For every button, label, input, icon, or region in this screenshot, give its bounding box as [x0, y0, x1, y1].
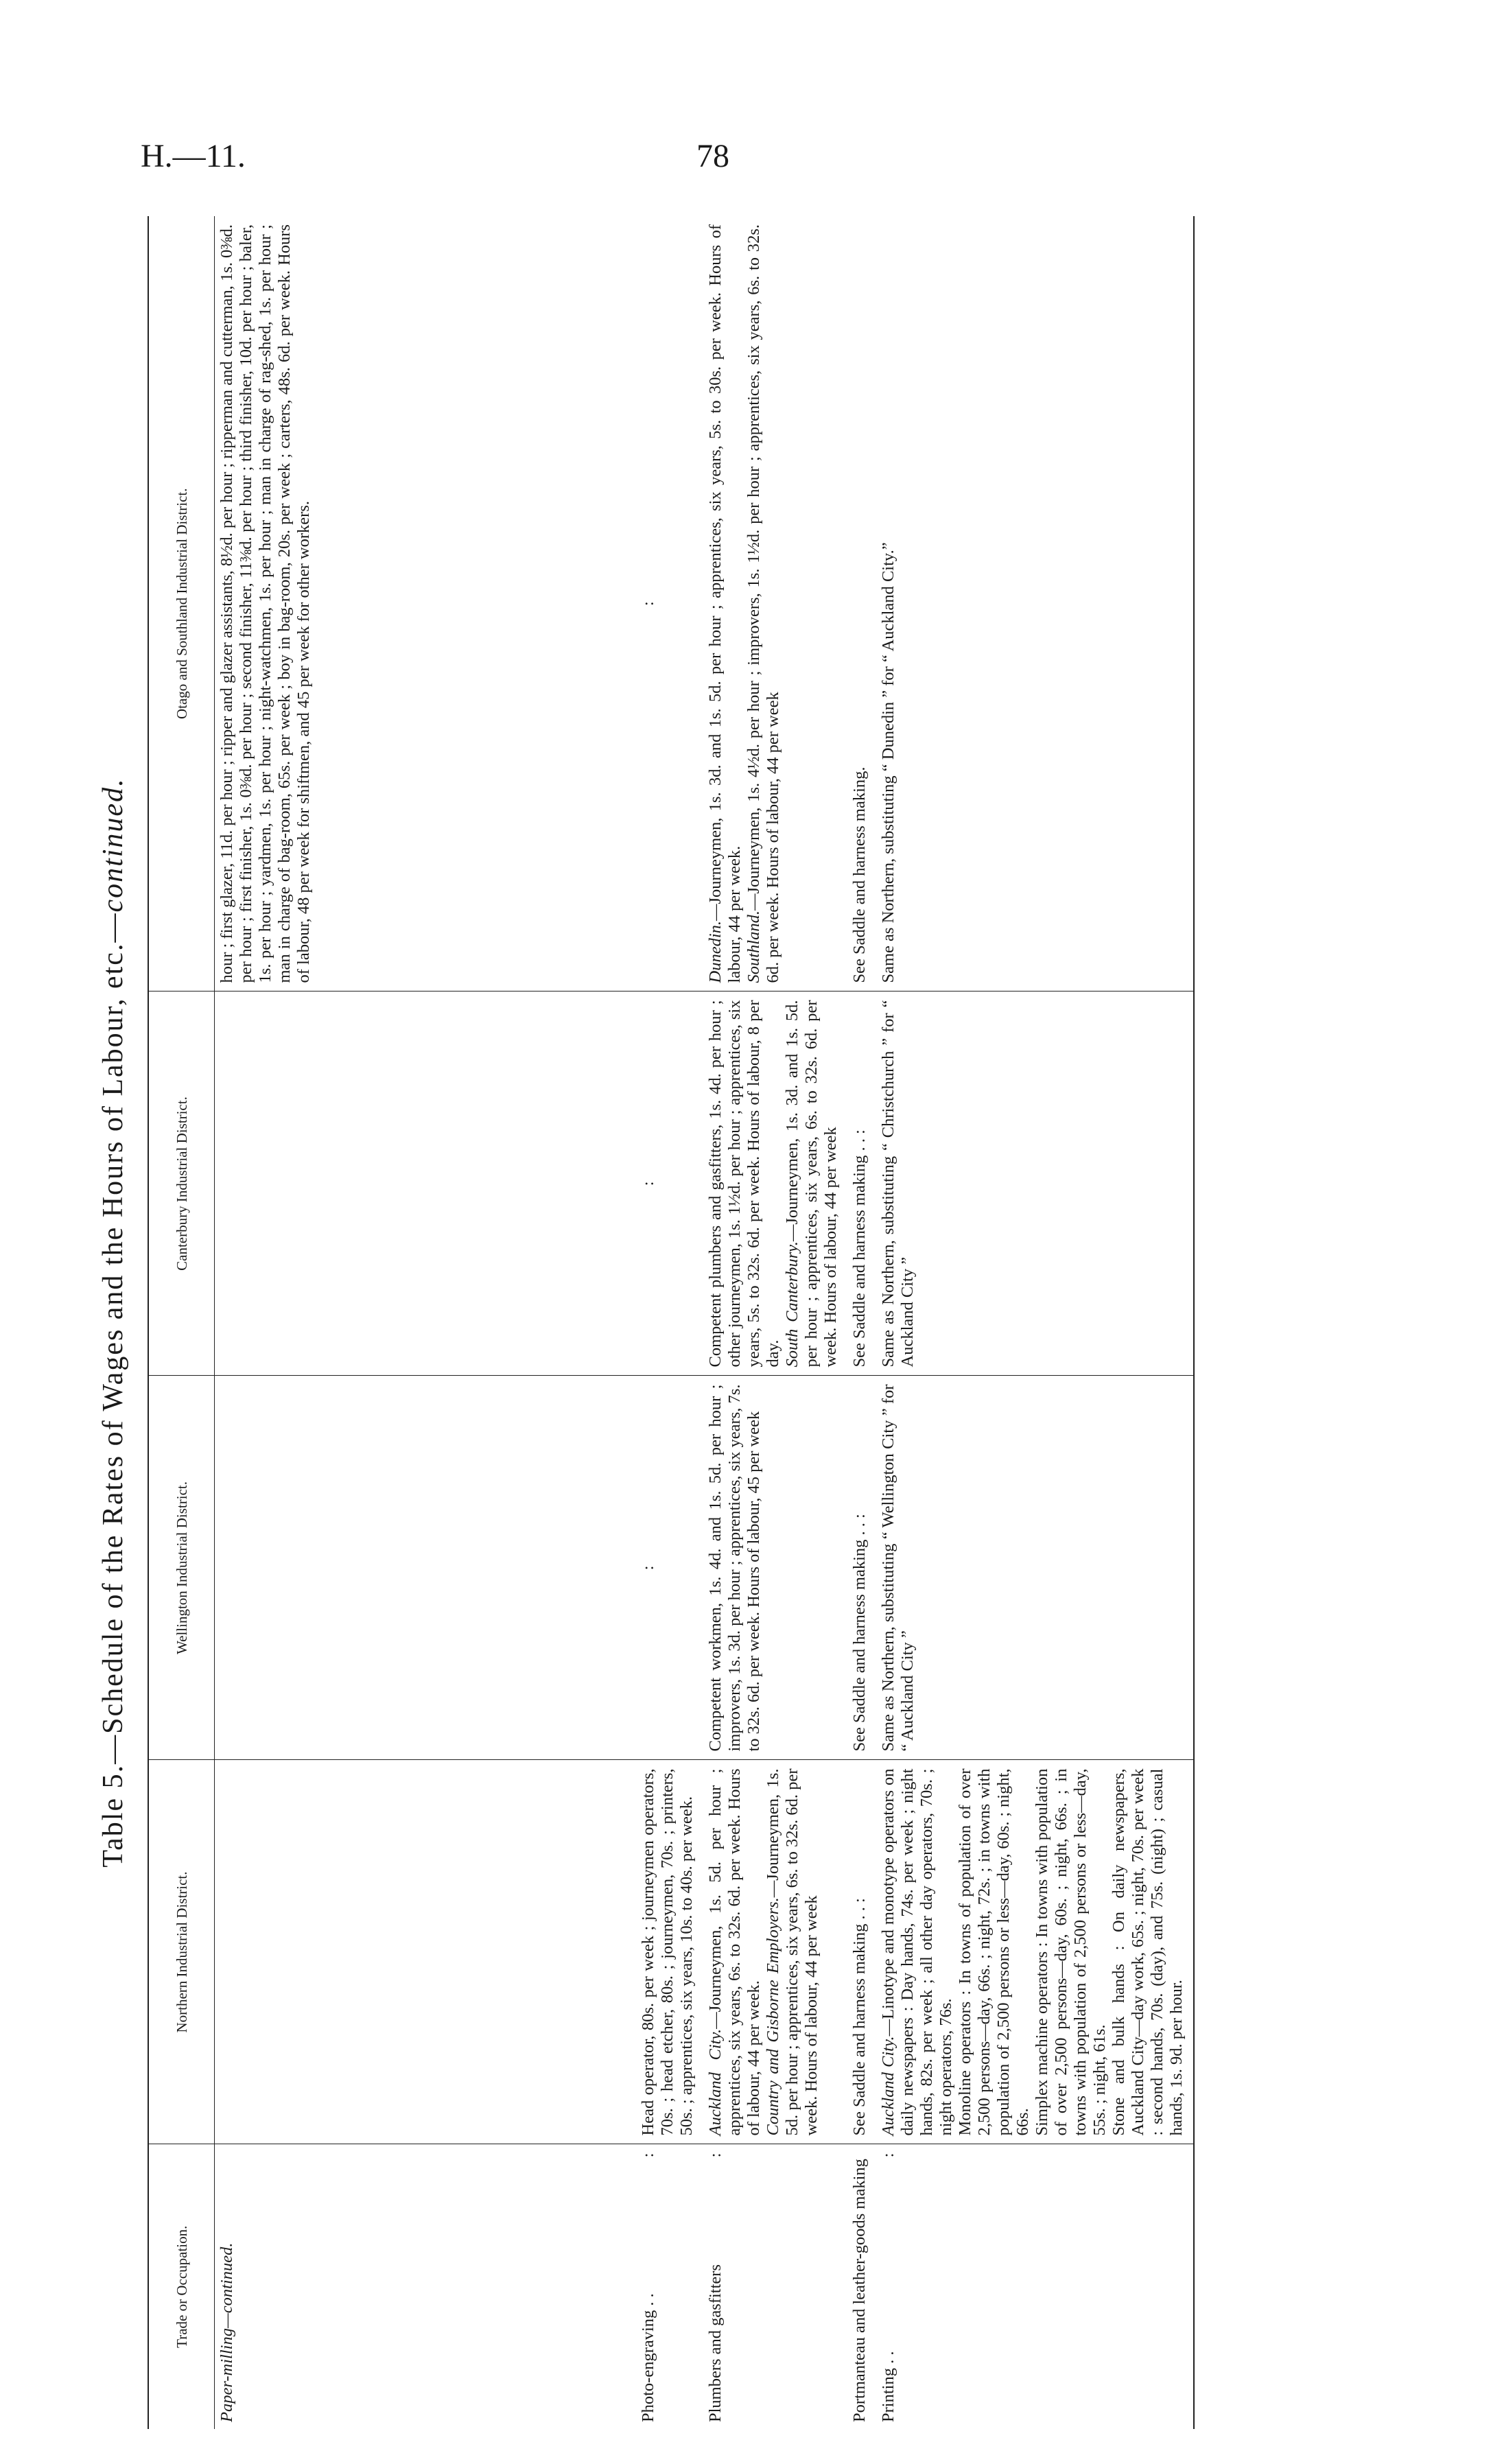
otago-cell: See Saddle and harness making.	[850, 766, 869, 983]
rate-text: —Journeymen, 1s. 5d. per hour ; apprentices, six years, 6s. to 32s. 6d. per week. Hours of labour, 44 per week.	[706, 1768, 763, 2136]
otago-cell	[703, 216, 847, 992]
canterbury-cell	[703, 992, 847, 1376]
place-label: Auckland City.	[879, 2036, 897, 2136]
place-label: Auckland City.	[706, 2028, 725, 2136]
wellington-cell: See Saddle and harness making . . :	[847, 1376, 876, 1760]
table-row-plumbers	[703, 216, 847, 2429]
trade-cell	[215, 2144, 637, 2429]
col-header-wellington: Wellington Industrial District.	[148, 1376, 215, 1760]
canterbury-cell: Same as Northern, substituting “ Christchurch ” for “ Auckland City ”	[876, 992, 1194, 1376]
northern-para-1	[706, 1769, 764, 2136]
wellington-cell: Competent workmen, 1s. 4d. and 1s. 5d. per hour ; improvers, 1s. 3d. per hour ; apprentices, six years, 7s. to 32s. 6d. per week. Hours of labour, 45 per week	[703, 1376, 847, 1760]
northern-cell	[215, 1760, 637, 2144]
northern-para-3: Simplex machine operators : In towns with population of over 2,500 persons—day, 60s. ; night, 66s. ; in towns with population of 2,500 persons or less—day, 55s. ; night, 61s.	[1033, 1768, 1109, 2136]
otago-cell: Same as Northern, substituting “ Dunedin ” for “ Auckland City.”	[876, 216, 1194, 992]
otago-para-1	[706, 224, 744, 983]
canterbury-para-2	[783, 1000, 841, 1368]
table-header-row	[148, 216, 215, 2429]
canterbury-para-1: Competent plumbers and gasfitters, 1s. 4d. per hour ; other journeymen, 1s. 1½d. per hour ; apprentices, six years, 5s. to 32s. 6d. per week. Hours of labour, 8 per day.	[706, 1000, 782, 1368]
northern-cell	[703, 1760, 847, 2144]
canterbury-cell: See Saddle and harness making . . :	[847, 992, 876, 1376]
northern-para-1	[879, 1769, 956, 2136]
trade-cell	[636, 2144, 703, 2429]
table-row-paper-milling	[215, 216, 637, 2429]
canterbury-cell	[215, 992, 637, 1376]
northern-cell: Head operator, 80s. per week ; journeymen operators, 70s. ; head etcher, 80s. ; journeymen, 70s. ; printers, 50s. ; apprentices, six years, 10s. to 40s. per week.	[636, 1760, 703, 2144]
table-row-photo-engraving	[636, 216, 703, 2429]
trade-leader: :	[879, 2152, 897, 2158]
col-header-trade: Trade or Occupation.	[148, 2144, 215, 2429]
rate-text: —Linotype and monotype operators on daily newspapers : Day hands, 74s. per week ; night hands, 82s. per week ; all other day operators, 70s. ; night operators, 76s.	[879, 1768, 955, 2136]
wellington-cell: Same as Northern, substituting “ Wellington City ” for “ Auckland City ”	[876, 1376, 1194, 1760]
otago-para-2	[744, 224, 783, 983]
place-label: Country and Gisborne Employers.	[764, 1897, 782, 2136]
northern-para-2	[764, 1769, 821, 2136]
northern-para-4: Stone and bulk hands : On daily newspapers, Auckland City—day work, 65s. ; night, 70s. per week : second hands, 70s. (day), and 75s. (night) ; casual hands, 1s. 9d. per hour.	[1110, 1768, 1186, 2136]
trade-cell: Portmanteau and leather-goods making	[847, 2144, 876, 2429]
place-label: Southland.	[744, 911, 763, 983]
northern-cell: See Saddle and harness making . . :	[847, 1760, 876, 2144]
trade-leader: :	[706, 2152, 725, 2158]
place-label: Dunedin.	[706, 921, 725, 983]
col-header-northern: Northern Industrial District.	[148, 1760, 215, 2144]
wages-schedule-table	[148, 216, 1195, 2429]
trade-name: Plumbers and gasfitters	[706, 2264, 725, 2422]
rotated-table-region	[96, 216, 1386, 2429]
otago-cell: hour ; first glazer, 11d. per hour ; ripper and glazer assistants, 8½d. per hour ; ripperman and cutterman, 1s. 0⅜d. per hour ; first finisher, 1s. 0⅜d. per hour ; second finisher, 11⅜d. per hour ; third finisher, 10d. per hour ; baler, 1s. per hour ; yardmen, 1s. per hour ; night-watchmen, 1s. per hour ; man in charge of rag-shed, 1s. per hour ; man in charge of bag-room, 65s. per week ; boy in bag-room, 20s. per week ; carters, 48s. 6d. per week. Hours of labour, 48 per week for shiftmen, and 45 per week for other workers.	[218, 224, 313, 983]
northern-cell	[876, 1760, 1194, 2144]
trade-name: Paper-milling—continued.	[218, 2242, 236, 2422]
canterbury-cell: :	[636, 992, 703, 1376]
place-label: South Canterbury.	[783, 1241, 801, 1368]
col-header-otago: Otago and Southland Industrial District.	[148, 216, 215, 992]
page-number: 78	[696, 138, 729, 174]
trade-name: Photo-engraving . .	[639, 2293, 657, 2422]
table-caption-main: Table 5.—Schedule of the Rates of Wages and the Hours of Labour, etc.—	[97, 912, 129, 1868]
rate-text: —Journeymen, 1s. 5d. per hour ; apprentices, six years, 6s. to 32s. 6d. per week. Hours of labour, 44 per week	[764, 1768, 821, 2136]
wellington-cell	[215, 1376, 637, 1760]
rate-text: —Journeymen, 1s. 3d. and 1s. 5d. per hour ; apprentices, six years, 6s. to 32s. 6d. per week. Hours of labour, 44 per week	[783, 1000, 840, 1368]
page-header	[0, 137, 1491, 185]
table-row-printing	[876, 216, 1194, 2429]
trade-leader: :	[639, 2152, 657, 2158]
table-caption-continued: continued.	[97, 777, 129, 913]
document-reference: H.—11.	[141, 138, 246, 174]
rate-text: —Journeymen, 1s. 4½d. per hour ; improvers, 1s. 1½d. per hour ; apprentices, six years, 6s. to 32s. 6d. per week. Hours of labour, 44 per week	[744, 224, 782, 983]
northern-para-2: Monoline operators : In towns of population of over 2,500 persons—day, 66s. ; night, 72s. ; in towns with population of 2,500 persons or less—day, 60s. ; night, 66s.	[956, 1768, 1032, 2136]
otago-cell: :	[639, 601, 657, 607]
table-row-portmanteau	[847, 216, 876, 2429]
trade-cell	[876, 2144, 1194, 2429]
table-caption	[96, 216, 130, 2429]
rate-text: —Journeymen, 1s. 3d. and 1s. 5d. per hour ; apprentices, six years, 5s. to 30s. per week. Hours of labour, 44 per week.	[706, 224, 744, 983]
trade-cell	[703, 2144, 847, 2429]
col-header-canterbury: Canterbury Industrial District.	[148, 992, 215, 1376]
wellington-cell: :	[636, 1376, 703, 1760]
trade-name: Printing . .	[879, 2351, 897, 2422]
